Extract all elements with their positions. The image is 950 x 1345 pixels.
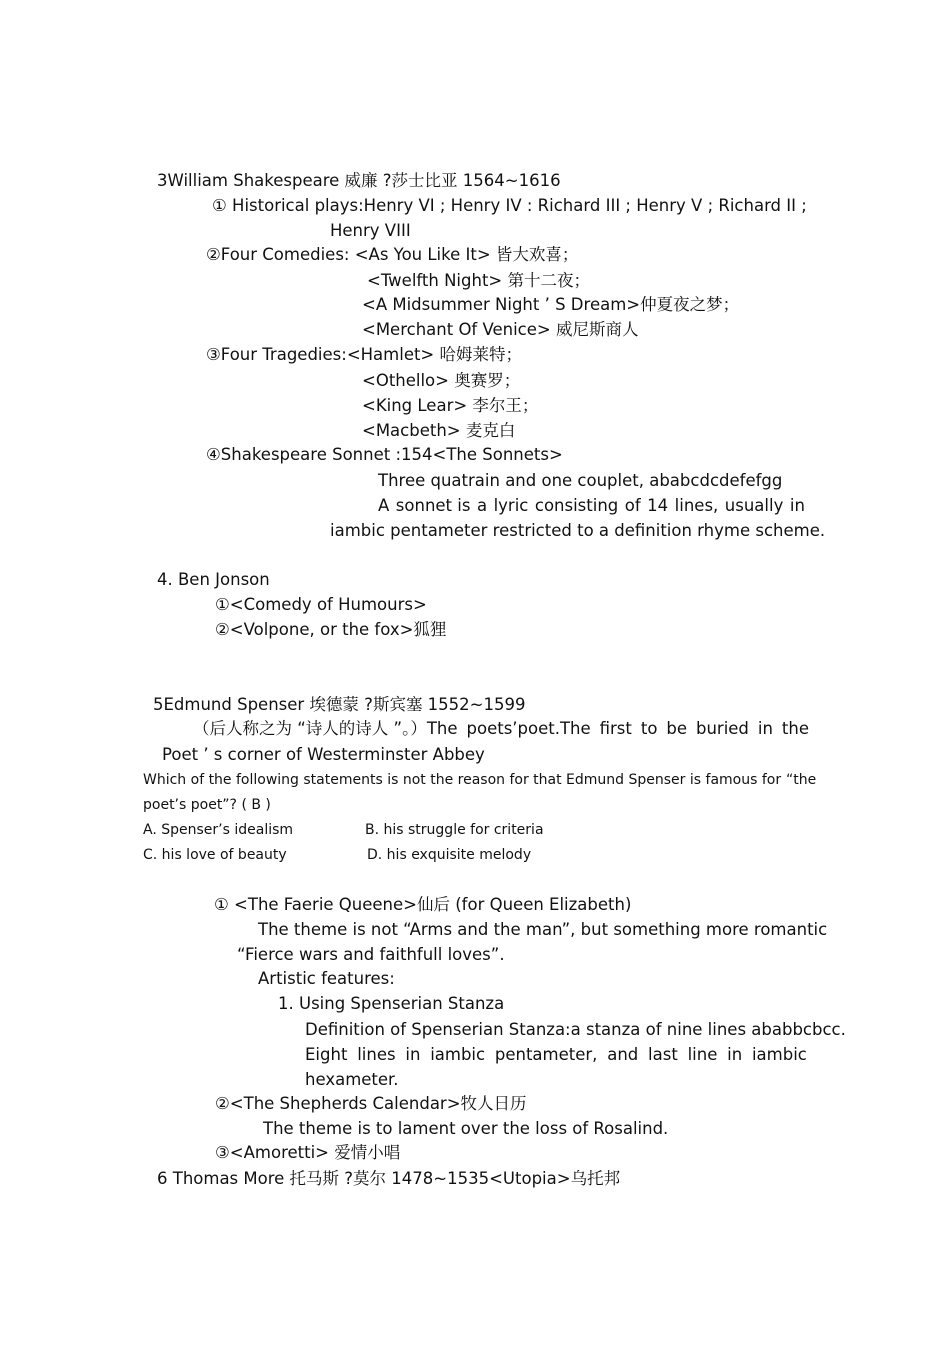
jonson-item: ②<Volpone, or the fox>狐狸 [215, 620, 447, 639]
tragedy-item: <Macbeth> 麦克白 [362, 421, 516, 440]
section-5-title: 5Edmund Spenser 埃德蒙 ?斯宾塞 1552~1599 [153, 695, 526, 714]
comedy-item: <A Midsummer Night ’ S Dream>仲夏夜之梦； [362, 295, 740, 314]
section-6-title: 6 Thomas More 托马斯 ?莫尔 1478~1535<Utopia>乌托邦 [157, 1169, 621, 1188]
question-text: Which of the following statements is not the reason for that Edmund Spenser is famous for [143, 772, 782, 788]
tragedy-item: <Othello> 奥赛罗； [362, 371, 521, 390]
sonnet-structure: Three quatrain and one couplet, ababcdcdefefgg [378, 471, 783, 490]
comedy-item: <Twelfth Night> 第十二夜； [367, 271, 590, 290]
section-3-title: 3William Shakespeare 威廉 ?莎士比亚 1564~1616 [157, 171, 561, 190]
shepherds-calendar-heading: ②<The Shepherds Calendar>牧人日历 [215, 1094, 527, 1113]
option-c: C. his love of beauty [143, 847, 287, 863]
spenser-description: （后人称之为 “诗人的诗人 ”。）The poets’poet.The first to be buried in the [193, 719, 809, 738]
sonnet-definition-cont: iambic pentameter restricted to a definition rhyme scheme. [330, 521, 826, 540]
option-b: B. his struggle for criteria [365, 822, 544, 838]
option-d: D. his exquisite melody [367, 847, 532, 863]
option-a: A. Spenser’s idealism [143, 822, 294, 838]
section-4-title: 4. Ben Jonson [157, 570, 270, 589]
comedy-item: <Merchant Of Venice> 威尼斯商人 [362, 320, 639, 339]
amoretti-heading: ③<Amoretti> 爱情小唱 [215, 1143, 401, 1162]
question-text-end: “the [786, 772, 817, 788]
shepherds-calendar-theme: The theme is to lament over the loss of Rosalind. [263, 1119, 669, 1138]
stanza-definition-cont: Eight lines in iambic pentameter, and last line in iambic [305, 1045, 807, 1064]
spenser-description-cont: Poet ’ s corner of Westerminster Abbey [162, 745, 485, 764]
faerie-queene-heading: ① <The Faerie Queene>仙后 (for Queen Elizabeth) [214, 895, 632, 914]
tragedies-heading: ③Four Tragedies:<Hamlet> 哈姆莱特； [206, 345, 523, 364]
question-text-cont: poet’s poet”? ( B ) [143, 797, 271, 813]
jonson-item: ①<Comedy of Humours> [215, 595, 427, 614]
sonnet-heading: ④Shakespeare Sonnet :154<The Sonnets> [206, 445, 563, 464]
stanza-definition-end: hexameter. [305, 1070, 399, 1089]
historical-plays-line: ① Historical plays:Henry VI ; Henry IV : Richard III ; Henry V ; Richard II ; [212, 196, 807, 215]
faerie-queene-theme: The theme is not “Arms and the man”, but something more romantic [258, 920, 828, 939]
faerie-queene-theme-cont: “Fierce wars and faithfull loves”. [237, 945, 505, 964]
historical-plays-cont: Henry VIII [330, 221, 411, 240]
comedies-heading: ②Four Comedies: <As You Like It> 皆大欢喜； [206, 245, 579, 264]
tragedy-item: <King Lear> 李尔王； [362, 396, 539, 415]
sonnet-definition: A sonnet is a lyric consisting of 14 lines, usually in [378, 496, 805, 515]
artistic-features-label: Artistic features: [258, 969, 395, 988]
stanza-definition: Definition of Spenserian Stanza:a stanza of nine lines ababbcbcc. [305, 1020, 846, 1039]
feature-item: 1. Using Spenserian Stanza [278, 994, 505, 1013]
